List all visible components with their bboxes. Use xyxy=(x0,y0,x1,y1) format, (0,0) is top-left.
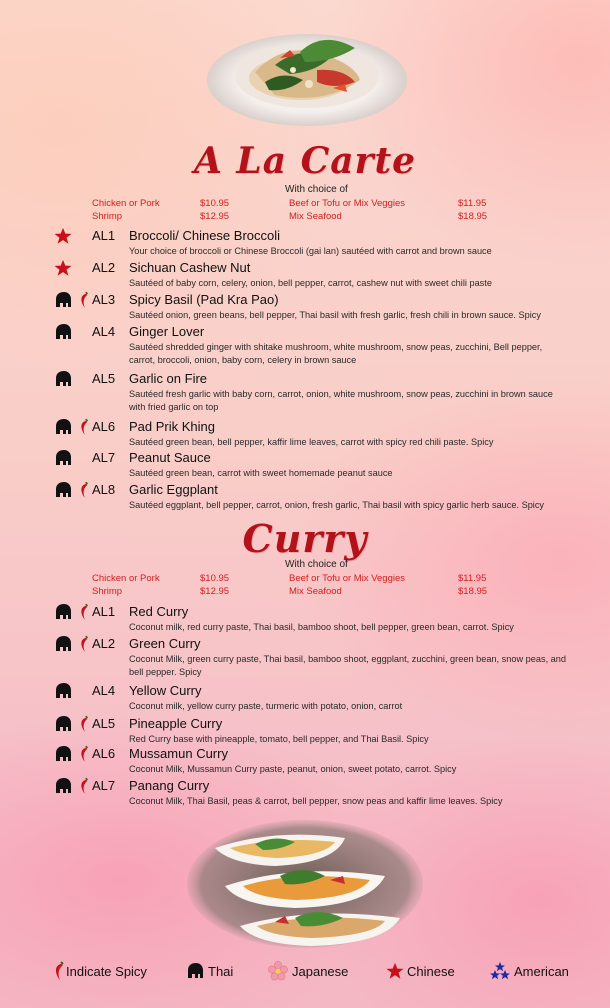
menu-item-code: AL8 xyxy=(92,482,116,497)
menu-item-name: Pineapple Curry xyxy=(129,716,223,731)
thai-elephant-icon xyxy=(54,370,72,393)
menu-item-code: AL7 xyxy=(92,778,116,793)
red-star-icon xyxy=(54,259,72,282)
thai-elephant-icon xyxy=(54,777,72,800)
chili-pepper-icon xyxy=(78,745,90,768)
menu-item-description: Sautéed green bean, bell pepper, kaffir lime leaves, carrot with spicy red chili paste. Spicy xyxy=(129,437,494,447)
menu-item-code: AL5 xyxy=(92,371,116,386)
menu-item-code: AL3 xyxy=(92,292,116,307)
legend-thai-label: Thai xyxy=(208,964,234,979)
menu-item-code: AL6 xyxy=(92,419,116,434)
menu-item-description: Coconut Milk, Thai Basil, peas & carrot, bell pepper, snow peas and kaffir lime leaves. Spicy xyxy=(129,796,503,806)
menu-item-name: Green Curry xyxy=(129,636,201,651)
chili-pepper-icon xyxy=(78,603,90,626)
menu-item-name: Panang Curry xyxy=(129,778,210,793)
blue-stars-icon xyxy=(490,962,510,980)
menu-item-name: Red Curry xyxy=(129,604,189,619)
menu-item-description: Coconut milk, red curry paste, Thai basil, bamboo shoot, bell pepper, green bean, carrot. Spicy xyxy=(129,622,514,632)
menu-item-name: Ginger Lover xyxy=(129,324,205,339)
curry-price-mix-seafood: $18.95 xyxy=(458,586,488,597)
a-la-carte-subtitle: With choice of xyxy=(285,184,348,195)
menu-item-code: AL4 xyxy=(92,324,116,339)
chili-pepper-icon xyxy=(78,481,90,504)
curry-title: Curry xyxy=(242,516,368,561)
cherry-blossom-icon xyxy=(268,961,288,981)
menu-item-name: Garlic on Fire xyxy=(129,371,208,386)
curry-price-label-shrimp: Shrimp xyxy=(92,586,123,597)
thai-elephant-icon xyxy=(54,323,72,346)
price-label-chicken-pork: Chicken or Pork xyxy=(92,198,160,209)
menu-item-code: AL4 xyxy=(92,683,116,698)
menu-item-description: Sautéed onion, green beans, bell pepper, Thai basil with fresh garlic, fresh chili in brown sauce. Spicy xyxy=(129,310,541,320)
menu-item-description: Your choice of broccoli or Chinese Broccoli (gai lan) sautéed with carrot and brown sauce xyxy=(129,246,492,256)
menu-item-description: Sautéed green bean, carrot with sweet homemade peanut sauce xyxy=(129,468,393,478)
curry-price-label-beef-tofu: Beef or Tofu or Mix Veggies xyxy=(289,573,405,584)
curry-price-beef-tofu: $11.95 xyxy=(458,573,487,584)
thai-elephant-icon xyxy=(54,715,72,738)
thai-elephant-icon xyxy=(54,291,72,314)
menu-item-name: Garlic Eggplant xyxy=(129,482,218,497)
menu-item-name: Broccoli/ Chinese Broccoli xyxy=(129,228,281,243)
menu-item-description: Coconut Milk, green curry paste, Thai basil, bamboo shoot, eggplant, zucchini, green bean, snow peas, and bell pepper. Spicy xyxy=(129,654,567,677)
menu-item-description: Coconut Milk, Mussamun Curry paste, peanut, onion, sweet potato, carrot. Spicy xyxy=(129,764,457,774)
menu-item-code: AL7 xyxy=(92,450,116,465)
menu-item-code: AL2 xyxy=(92,260,116,275)
curry-price-label-chicken-pork: Chicken or Pork xyxy=(92,573,160,584)
legend-spicy-label: Indicate Spicy xyxy=(66,964,147,979)
chili-pepper-icon xyxy=(78,777,90,800)
thai-elephant-icon xyxy=(54,745,72,768)
legend-japanese-label: Japanese xyxy=(292,964,349,979)
menu-item-code: AL5 xyxy=(92,716,116,731)
curry-price-chicken-pork: $10.95 xyxy=(200,573,230,584)
menu-item-description: Coconut milk, yellow curry paste, turmeric with potato, onion, carrot xyxy=(129,701,403,711)
chili-pepper-icon xyxy=(78,418,90,441)
menu-item-name: Spicy Basil (Pad Kra Pao) xyxy=(129,292,279,307)
thai-elephant-icon xyxy=(186,962,204,980)
price-label-beef-tofu: Beef or Tofu or Mix Veggies xyxy=(289,198,405,209)
red-star-icon xyxy=(54,227,72,250)
thai-elephant-icon xyxy=(54,682,72,705)
menu-item-name: Pad Prik Khing xyxy=(129,419,215,434)
menu-item-code: AL1 xyxy=(92,228,116,243)
legend xyxy=(0,958,610,988)
thai-elephant-icon xyxy=(54,481,72,504)
chili-pepper-icon xyxy=(52,961,66,981)
menu-item-name: Peanut Sauce xyxy=(129,450,211,465)
price-shrimp: $12.95 xyxy=(200,211,230,222)
legend-chinese-label: Chinese xyxy=(407,964,455,979)
curry-price-label-mix-seafood: Mix Seafood xyxy=(289,586,342,597)
thai-elephant-icon xyxy=(54,603,72,626)
curry-price-shrimp: $12.95 xyxy=(200,586,230,597)
chili-pepper-icon xyxy=(78,715,90,738)
thai-elephant-icon xyxy=(54,635,72,658)
a-la-carte-title: A La Carte xyxy=(193,140,417,182)
menu-item-description: Red Curry base with pineapple, tomato, bell pepper, and Thai Basil. Spicy xyxy=(129,734,429,744)
menu-item-code: AL2 xyxy=(92,636,116,651)
red-star-icon xyxy=(386,962,404,980)
price-chicken-pork: $10.95 xyxy=(200,198,230,209)
chili-pepper-icon xyxy=(78,635,90,658)
thai-elephant-icon xyxy=(54,418,72,441)
menu-item-name: Sichuan Cashew Nut xyxy=(129,260,251,275)
chili-pepper-icon xyxy=(78,291,90,314)
price-label-shrimp: Shrimp xyxy=(92,211,123,222)
price-label-mix-seafood: Mix Seafood xyxy=(289,211,342,222)
price-mix-seafood: $18.95 xyxy=(458,211,488,222)
menu-item-description: Sautéed shredded ginger with shitake mushroom, white mushroom, snow peas, zucchini, Bell pepper, carrot, broccoli, onion, baby corn, celery in brown sauce xyxy=(129,342,543,365)
price-beef-tofu: $11.95 xyxy=(458,198,487,209)
menu-item-description: Sautéed eggplant, bell pepper, carrot, onion, fresh garlic, Thai basil with spicy garlic herb sauce. Spicy xyxy=(129,500,545,510)
menu-item-name: Mussamun Curry xyxy=(129,746,228,761)
menu-item-code: AL1 xyxy=(92,604,116,619)
menu-item-description: Sautéed of baby corn, celery, onion, bell pepper, carrot, cashew nut with sweet chili paste xyxy=(129,278,492,288)
menu-item-name: Yellow Curry xyxy=(129,683,202,698)
menu-item-code: AL6 xyxy=(92,746,116,761)
menu-item-description: Sautéed fresh garlic with baby corn, carrot, onion, white mushroom, snow peas, zucchini in brown sauce with fried garlic on top xyxy=(129,389,553,412)
curry-subtitle: With choice of xyxy=(285,559,348,570)
legend-american-label: American xyxy=(514,964,569,979)
curry-dish-image xyxy=(185,818,425,950)
thai-elephant-icon xyxy=(54,449,72,472)
a-la-carte-dish-image xyxy=(205,10,410,130)
